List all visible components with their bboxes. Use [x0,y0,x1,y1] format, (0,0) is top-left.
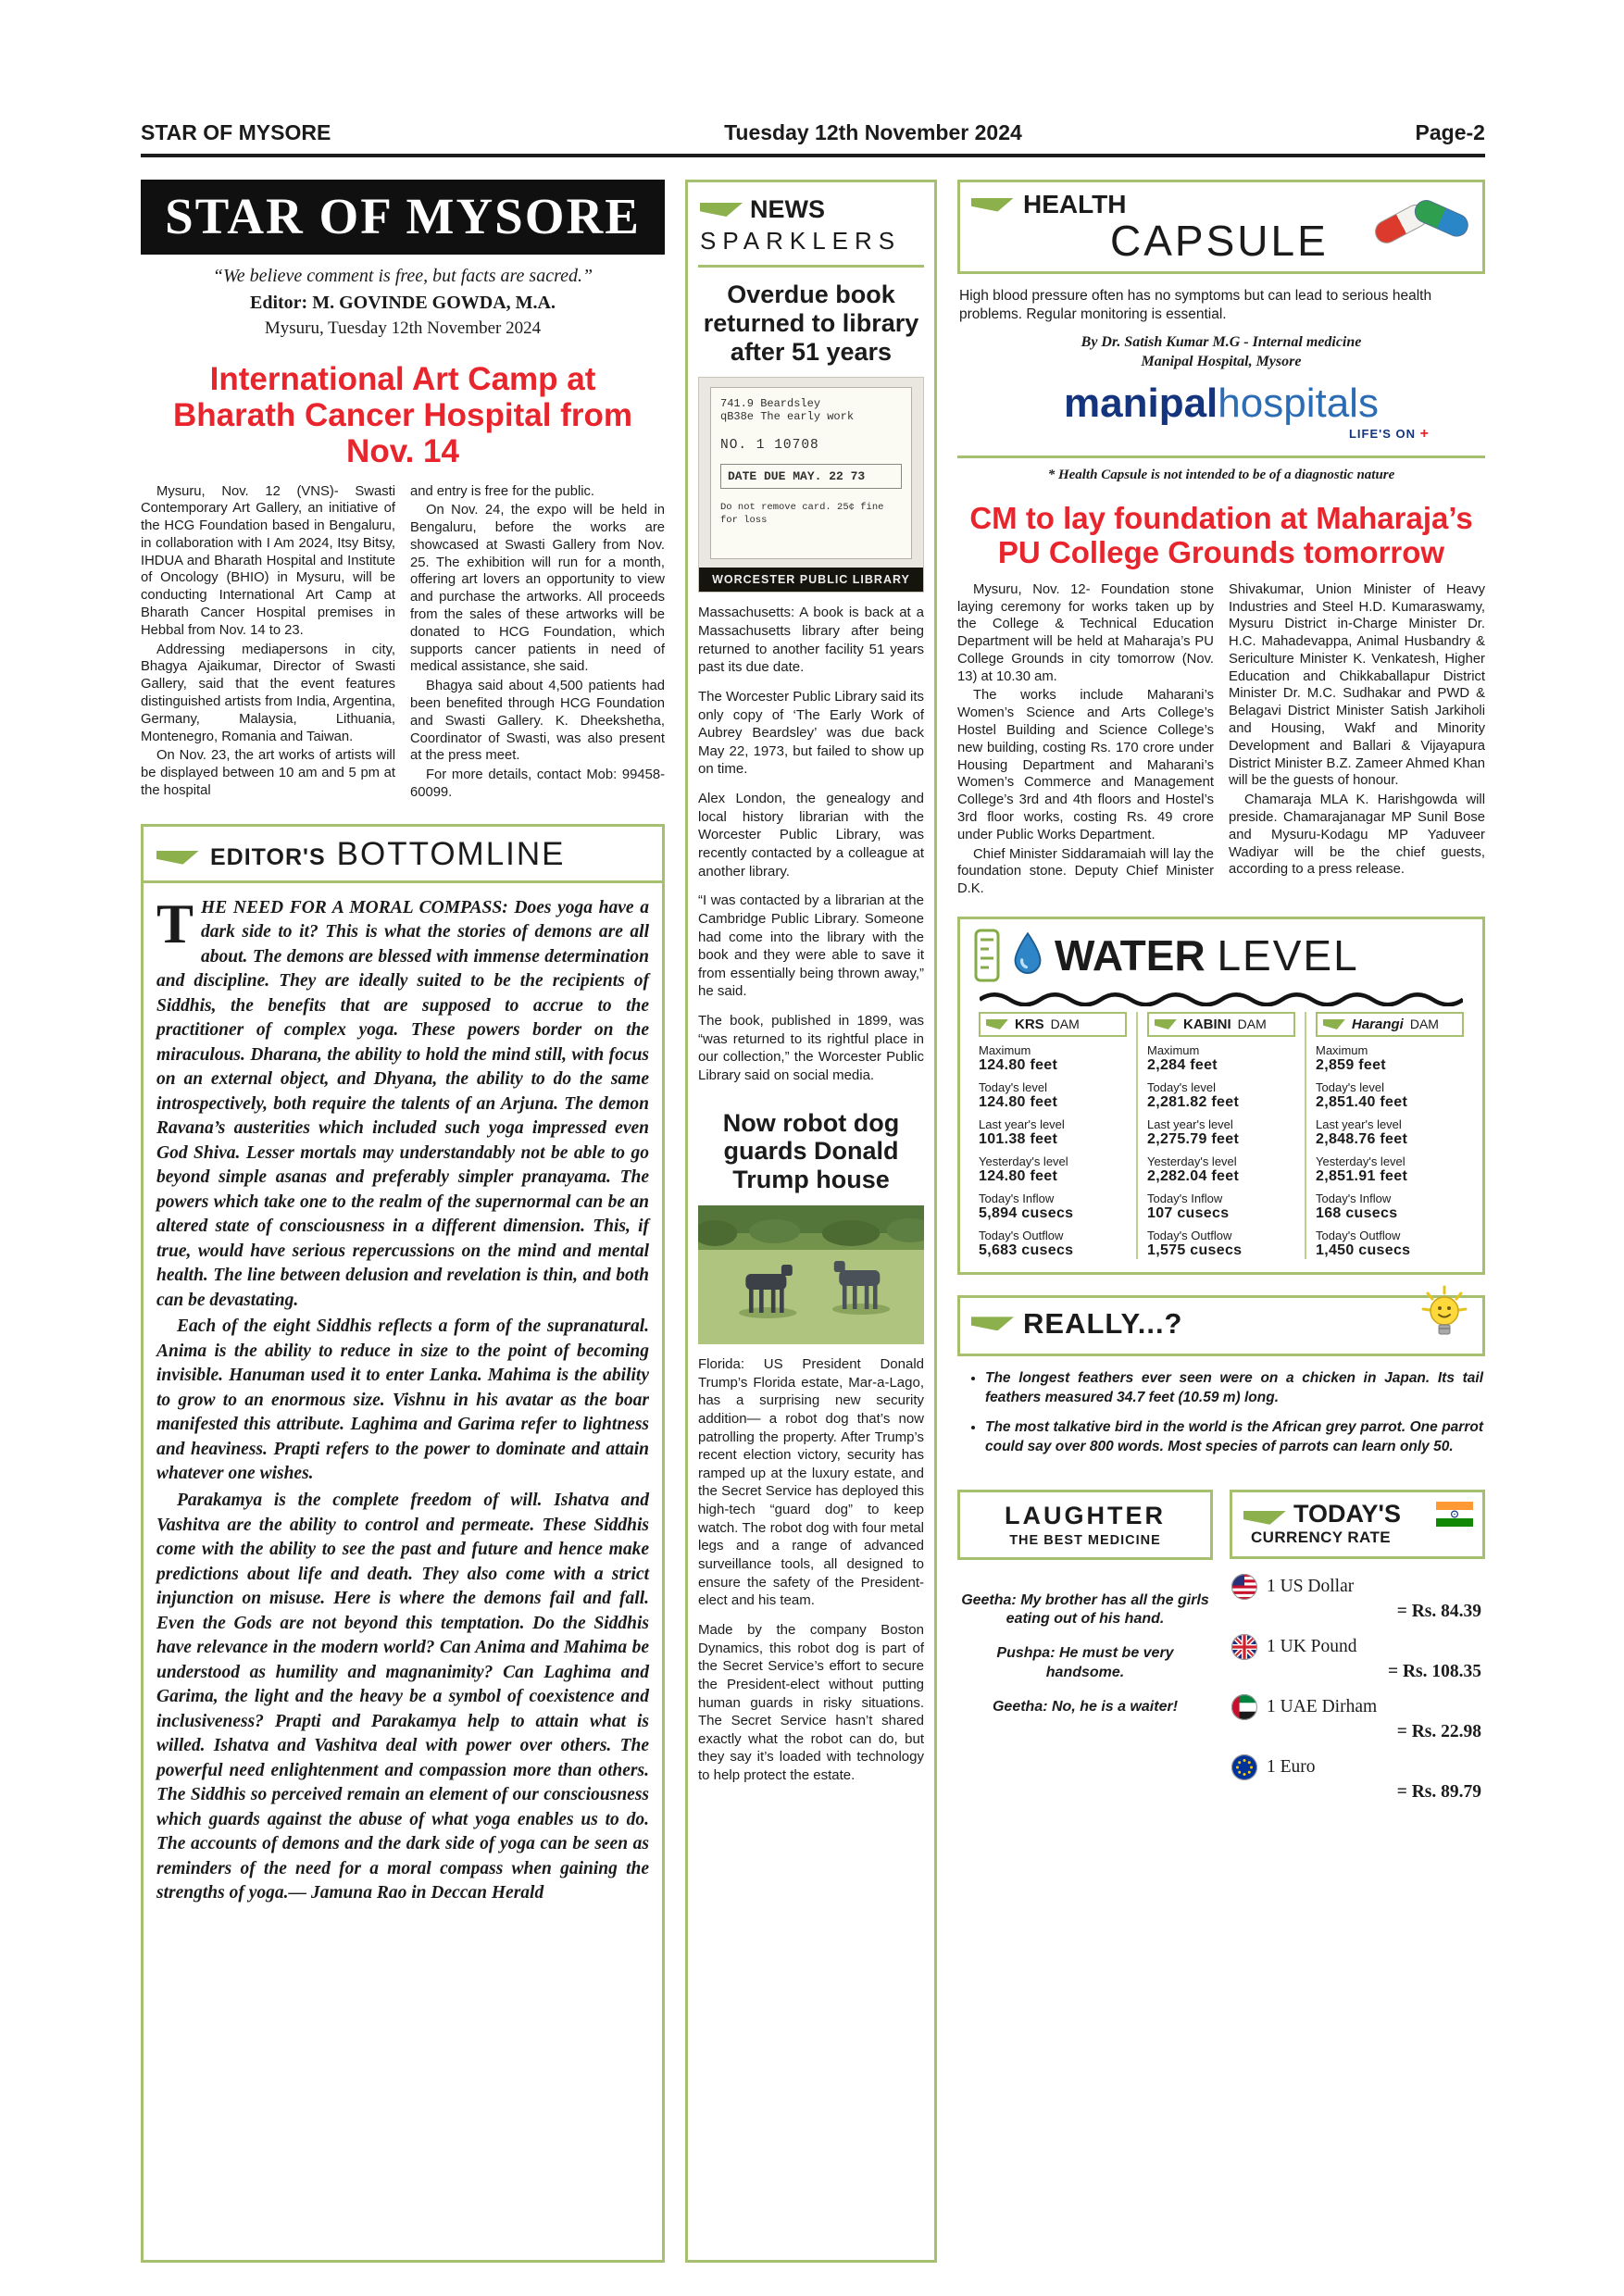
water-row-value: 2,282.04 feet [1147,1167,1240,1184]
dam-header [1316,1012,1464,1037]
water-title-bold: WATER [1055,930,1206,980]
joke-line: Geetha: No, he is a waiter! [992,1698,1179,1715]
currency-label: 1 UK Pound [1267,1636,1357,1656]
currency-label: 1 UAE Dirham [1267,1696,1378,1716]
article-paragraph: For more details, contact Mob: 99458-60099. [410,767,665,800]
article-paragraph: Alex London, the genealogy and local history librarian with the Worcester Public Library, was recently contacted by a colleague at another library. [698,791,924,880]
health-byline-doctor: By Dr. Satish Kumar M.G - Internal medicine [1081,334,1362,351]
masthead-title: STAR OF MYSORE [165,188,641,244]
water-row-value: 124.80 feet [979,1056,1058,1073]
dam-name: Harangi [1352,1016,1404,1032]
left-column [141,180,665,2263]
article-paragraph: Shivakumar, Union Minister of Heavy Industries and Steel H.D. Kumaraswamy, Mysuru District in-Charge Minister Dr. H.C. Mahadevappa, Animal Husbandry & Sericulture Minister K. Venkatesh, Higher Education and Chikkaballapur District Minister Dr. M.C. Sudhakar and PWD & Belagavi District Minister Satish Jarkiholi and Housing, Wakf and Minority Development and Ballari & Vijayapura District Minister B.Z. Zameer Ahmed Khan will be the guests of honour. [1229,581,1485,789]
bottomline-body [144,883,662,2260]
library-card-caption: WORCESTER PUBLIC LIBRARY [699,568,923,592]
art-camp-headline: International Art Camp at Bharath Cancer Hospital from Nov. 14 [173,361,632,470]
health-kicker: HEALTH [1023,190,1127,218]
currency-row [1231,1574,1483,1622]
art-camp-col2 [410,483,665,804]
water-row-label: Today's level [979,1079,1048,1094]
masthead-dateline: Mysuru, Tuesday 12th November 2024 [264,318,542,338]
section-flag-icon [971,1316,1014,1330]
currency-row-top [1231,1754,1483,1780]
article-paragraph: Addressing mediapersons in city, Bhagya Ajaikumar, Director of Swasti Gallery, said that the event features distinguished artists from India, Argentina, Germany, Malaysia, Lithuania, Montenegro, Romania and Taiwan. [141,642,395,744]
water-row-label: Yesterday's level [1147,1154,1237,1168]
article-paragraph: Massachusetts: A book is back at a Massachusetts library after being returned to another facility 51 years past its due date. [698,605,924,676]
water-row-label: Today's Outflow [1147,1228,1232,1242]
logo-tagline [957,426,1485,443]
water-row-label: Last year's level [979,1117,1065,1131]
article-paragraph: The book, published in 1899, was “was returned to its rightful place in our collection,” the Worcester Public Library said on social media. [698,1013,924,1084]
water-row-label: Maximum [1147,1042,1200,1057]
currency-row [1231,1754,1483,1803]
dam-suffix: DAM [1050,1017,1080,1032]
section-flag-icon [1323,1019,1345,1029]
water-row-value: 124.80 feet [979,1093,1058,1110]
water-row-label: Today's Outflow [979,1228,1064,1242]
card-book-title: qB38e The early work [720,410,855,424]
bottomline-title: BOTTOMLINE [336,835,566,872]
article-paragraph: On Nov. 23, the art works of artists will be displayed between 10 am and 5 pm at the hospital [141,748,395,798]
editors-bottomline-header [144,827,662,883]
dam-name: KABINI [1183,1016,1231,1032]
library-card-paper [710,387,912,559]
water-row-label: Today's Inflow [1316,1191,1392,1205]
cm-headline-line2: PU College Grounds tomorrow [997,534,1445,569]
water-row-value: 2,281.82 feet [1147,1093,1240,1110]
page-columns [141,180,1485,2263]
water-title-light: LEVEL [1217,930,1359,980]
cm-foundation-headline [957,502,1485,570]
card-number: NO. 1 10708 [720,438,819,454]
paper-name: STAR OF MYSORE [141,120,331,144]
dam-harangi [1305,1012,1473,1259]
card-note: Do not remove card. 25¢ fine for loss [720,502,884,526]
uae-flag-icon [1231,1694,1257,1720]
article-paragraph: Chief Minister Siddaramaiah will lay the foundation stone. Deputy Chief Minister D.K. [957,846,1214,897]
currency-subtitle: CURRENCY RATE [1251,1528,1391,1546]
bottomline-paragraph: Each of the eight Siddhis reflects a form of the supranatural. Anima is the ability to reduce in size to the point of becoming invisible. Hanuman used it to enter Lanka. Mahima is the ability to grow to an enormous size. Vishnu in his avatar as the boar manifested this attribute. Laghima and Garima refer to lightness and heaviness. Prapti refers to the power to dominate and attain whatever one wishes. [156,1316,649,1484]
really-title: REALLY...? [1023,1306,1183,1340]
bottomline-credit: — Jamuna Rao in Deccan Herald [288,1883,544,1903]
dam-suffix: DAM [1409,1017,1439,1032]
card-due-date: DATE DUE MAY. 22 73 [720,464,902,489]
water-row-label: Today's Inflow [1147,1191,1223,1205]
dam-header [979,1012,1127,1037]
water-drop-icon [1010,931,1045,980]
water-row-value: 2,851.91 feet [1316,1167,1408,1184]
currency-row-top [1231,1574,1483,1600]
article-paragraph: The works include Maharani’s Women’s Science and Arts College’s Hostel Building and Science College’s new building, costing Rs. 170 crore under Housing Department and Maharani’s Women’s Commerce and Management College’s 3rd and 4th floors and Hostel’s 3rd floor works, costing Rs. 49 crore under Public Works Department. [957,688,1214,842]
cm-headline-line1: CM to lay foundation at Maharaja’s [969,500,1473,535]
water-row-value: 1,575 cusecs [1147,1242,1243,1258]
laughter-column [957,1490,1213,2263]
capsule-pills-icon [1369,190,1473,249]
currency-rows [1230,1574,1485,1815]
really-fact: • The most talkative bird in the world is the African grey parrot. One parrot could say over 800 words. Most species of parrots can learn only 50. [985,1418,1483,1457]
masthead [141,180,665,255]
eu-flag-icon [1231,1754,1257,1780]
overdue-book-headline: Overdue book returned to library after 51 years [703,281,919,366]
article-paragraph: and entry is free for the public. [410,483,595,499]
currency-title: TODAY'S [1293,1499,1401,1528]
water-row-label: Yesterday's level [979,1154,1068,1168]
water-row-value: 5,683 cusecs [979,1242,1074,1258]
water-row-value: 168 cusecs [1316,1204,1398,1221]
dam-columns [969,1012,1473,1259]
laughter-subtitle: THE BEST MEDICINE [1009,1532,1161,1548]
lightbulb-icon [1419,1285,1469,1342]
cm-article-col1 [957,581,1214,900]
really-facts-list [985,1369,1483,1467]
dam-suffix: DAM [1237,1017,1267,1032]
art-camp-body [141,483,665,804]
bottomline-paragraph: THE NEED FOR A MORAL COMPASS: Does yoga have a dark side to it? This is what the stories of demons are all about. The demons are blessed with immense determination and discipline. They are ideally suited to be the recipients of Siddhis, the benefits that are supposed to accrue to the practitioner of complex yoga. These powers border on the miraculous. Dharana, the ability to hold the mind still, with focus on an external object, and Dhyana, the ability to do the same introspectively, both require the talents of an Arjuna. The demon Ravana’s austerities which included such yoga impressed even God Shiva. Lesser mortals may understandably not be able to go beyond simple asanas and preferably simpler pranayama. The powers which take one to the realm of the supernormal can be an altered state of consciousness in a different dimension. This, if true, would have serious repercussions on the mind and mental health. The line between delusion and revelation is thin, and both can be devastating. [156,892,649,1310]
section-flag-icon [986,1019,1008,1029]
water-row-value: 124.80 feet [979,1167,1058,1184]
article-paragraph: Mysuru, Nov. 12- Foundation stone laying ceremony for works taken up by the College & Technical Education Department will be held at Maharaja’s PU College Grounds in city tomorrow (Nov. 13) at 10.30 am. [957,581,1214,684]
logo-tagline-text: LIFE'S ON [1348,426,1417,441]
article-paragraph: Mysuru, Nov. 12 (VNS)- Swasti Contemporary Art Gallery, an initiative of the HCG Foundation based in Bengaluru, in collaboration with I Am 2024, Itsy Bitsy, IHDUA and Bharath Hospital and Institute of Oncology (BHIO) in Mysuru, will be conducting International Art Camp at Bharath Cancer Hospital premises in Hebbal from Nov. 14 to 23. [141,483,395,638]
jokes [957,1591,1213,1732]
water-row-label: Today's Inflow [979,1191,1055,1205]
cm-article-body [957,581,1485,900]
water-row-value: 2,275.79 feet [1147,1130,1240,1147]
currency-row [1231,1694,1483,1742]
news-sparklers-header [698,193,924,268]
water-row-label: Today's level [1316,1079,1385,1094]
robot-dog-headline: Now robot dog guards Donald Trump house [722,1108,900,1194]
dam-kabini [1136,1012,1305,1259]
water-level-title [1055,930,1359,980]
currency-row [1231,1634,1483,1682]
bottomline-kicker: EDITOR'S [210,843,326,870]
water-level-section [957,917,1485,1275]
really-section-header [957,1295,1485,1356]
section-flag-icon [156,851,199,865]
bottomline-paragraph [156,1489,649,1906]
article-paragraph: Florida: US President Donald Trump’s Florida estate, Mar-a-Lago, has a surprising new security addition— a robot dog that’s now patrolling the property. After Trump’s recent election victory, security has ramped up at the luxury estate, and the Secret Service has deployed this high-tech “guard dog” to keep watch. The robot dog with four metal legs and a range of advanced surveillance tools, all designed to ensure the safety of the President-elect and his team. [698,1355,924,1609]
article-paragraph: The Worcester Public Library said its only copy of ‘The Early Work of Aubrey Beardsley’ was due back May 22, 1973, but failed to show up on time. [698,688,924,778]
us-flag-icon [1231,1574,1257,1600]
dam-krs [969,1012,1136,1259]
issue-date: Tuesday 12th November 2024 [724,120,1022,144]
logo-hospitals: hospitals [1218,380,1379,426]
masthead-editor: Editor: M. GOVINDE GOWDA, M.A. [250,293,556,313]
waves-icon [980,988,1463,1006]
water-row-label: Last year's level [1147,1117,1233,1131]
cm-article-col2 [1229,581,1485,900]
right-column [957,180,1485,2263]
water-row-value: 2,284 feet [1147,1056,1218,1073]
sparklers-title: SPARKLERS [700,227,902,255]
robot-dog-photo [698,1205,924,1344]
logo-manipal: manipal [1064,380,1218,426]
water-row-value: 2,848.76 feet [1316,1130,1408,1147]
water-row-value: 2,851.40 feet [1316,1093,1408,1110]
water-row-label: Today's level [1147,1079,1217,1094]
water-row-label: Today's Outflow [1316,1228,1401,1242]
water-row-value: 101.38 feet [979,1130,1058,1147]
health-title: CAPSULE [1110,217,1329,265]
water-row-value: 1,450 cusecs [1316,1242,1411,1258]
article-paragraph: On Nov. 24, the expo will be held in Bengaluru, before the works are showcased at Swasti Gallery from Nov. 25. The exhibition will run for a month, offering art lovers an opportunity to view and purchase the artworks. All proceeds from the sales of these artworks will be donated to HCG Foundation, which supports cancer patients in need of medical assistance, she said. [410,503,665,675]
library-card-photo [698,377,924,593]
water-row-label: Yesterday's level [1316,1154,1405,1168]
water-row-value: 2,859 feet [1316,1056,1386,1073]
bottomline-paragraph-text: Parakamya is the complete freedom of will. Ishatva and Vashitva are the ability to control and permeate. These Siddhis come with the ability to see the past and future and hence make predictions about life and death. They also come with a strict injunction on misuse. Here is where the demons fail and fall. Even the Gods are not beyond this temptation. Do the Siddhis have relevance in the modern world? Can Anima and Mahima be understood as humility and magnanimity? Can Laghima and Garima, the light and the heavy be a symbol of coexistence and inclusiveness? Prapti and Parakamya help to attain what is willed. Ishatva and Vashitva deal with power over others. The powerful need enlightenment and compassion more than others. The Siddhis so perceived remain an element of our consciousness which guards against the abuse of what yoga enables us to do. The accounts of demons and the dark side of yoga can be seen as reminders of the need for a moral compass when gaining the strengths of yoga. [156,1491,649,1903]
joke-line: Geetha: My brother has all the girls eating out of his hand. [961,1591,1209,1628]
art-camp-col1 [141,483,395,804]
water-row-value: 107 cusecs [1147,1204,1230,1221]
health-byline-hospital: Manipal Hospital, Mysore [1141,354,1302,370]
page-number: Page-2 [1415,120,1485,144]
currency-row-top [1231,1634,1483,1660]
laughter-title: LAUGHTER [1005,1501,1166,1529]
article-paragraph: Bhagya said about 4,500 patients had been benefited through HCG Foundation and Swasti Gallery. K. Dheekshetha, Coordinator of Swasti, was also present at the press meet. [410,679,665,764]
water-row-label: Maximum [979,1042,1031,1057]
robot-dog-illustration [698,1205,924,1344]
logo-plus-icon: + [1419,425,1430,442]
section-flag-icon [1155,1019,1177,1029]
editors-bottomline-section [141,824,665,2263]
currency-value: = Rs. 22.98 [1396,1721,1481,1741]
water-row-value: 5,894 cusecs [979,1204,1074,1221]
section-flag-icon [1243,1511,1286,1525]
currency-header [1230,1490,1485,1559]
water-gauge-icon [973,929,1001,982]
water-row-label: Maximum [1316,1042,1368,1057]
card-call-number: 741.9 Beardsley [720,397,821,411]
article-paragraph: Chamaraja MLA K. Harishgowda will preside. Chamarajanagar MP Sunil Bose and Mysuru-Kodagu MP Yaduveer Wadiyar will be the chief guests, according to a press release. [1229,792,1485,878]
article-paragraph: Made by the company Boston Dynamics, this robot dog is part of the Secret Service’s effort to secure the President-elect without putting human guards in risky situations. The Secret Service hasn’t shared exactly what the robot can do, but they say it’s loaded with technology to help protect the estate. [698,1621,924,1784]
dam-name: KRS [1015,1016,1044,1032]
section-flag-icon [971,198,1014,212]
manipal-hospitals-logo [957,380,1485,426]
water-row-label: Last year's level [1316,1117,1402,1131]
currency-value: = Rs. 84.39 [1396,1601,1481,1621]
dam-header [1147,1012,1295,1037]
article-paragraph: “I was contacted by a librarian at the Cambridge Public Library. Someone had come into the library with the book and they were able to save it from essentially being thrown away,” he said. [698,892,924,1000]
sparklers-kicker: NEWS [750,195,825,223]
currency-value: = Rs. 89.79 [1396,1781,1481,1802]
india-flag-icon [1436,1502,1473,1527]
currency-value: = Rs. 108.35 [1387,1661,1481,1681]
health-tip-text: High blood pressure often has no symptoms but can lead to serious health problems. Regular monitoring is essential. [959,288,1432,323]
running-header [141,120,1485,157]
health-capsule-header [957,180,1485,274]
currency-label: 1 US Dollar [1267,1576,1355,1596]
laughter-header [957,1490,1213,1560]
section-divider [957,455,1485,458]
currency-label: 1 Euro [1267,1756,1316,1777]
masthead-motto: “We believe comment is free, but facts are sacred.” [212,266,593,286]
currency-row-top [1231,1694,1483,1720]
joke-line: Pushpa: He must be very handsome. [996,1645,1174,1680]
uk-flag-icon [1231,1634,1257,1660]
water-level-header [969,927,1473,982]
currency-column [1230,1490,1485,2263]
really-fact: • The longest feathers ever seen were on a chicken in Japan. Its tail feathers measured 34.7 feet (10.59 m) long. [985,1369,1483,1408]
bottom-row [957,1490,1485,2263]
health-disclaimer: * Health Capsule is not intended to be of a diagnostic nature [1047,467,1395,482]
news-sparklers-column [685,180,937,2263]
health-byline [957,333,1485,372]
section-flag-icon [700,203,743,217]
